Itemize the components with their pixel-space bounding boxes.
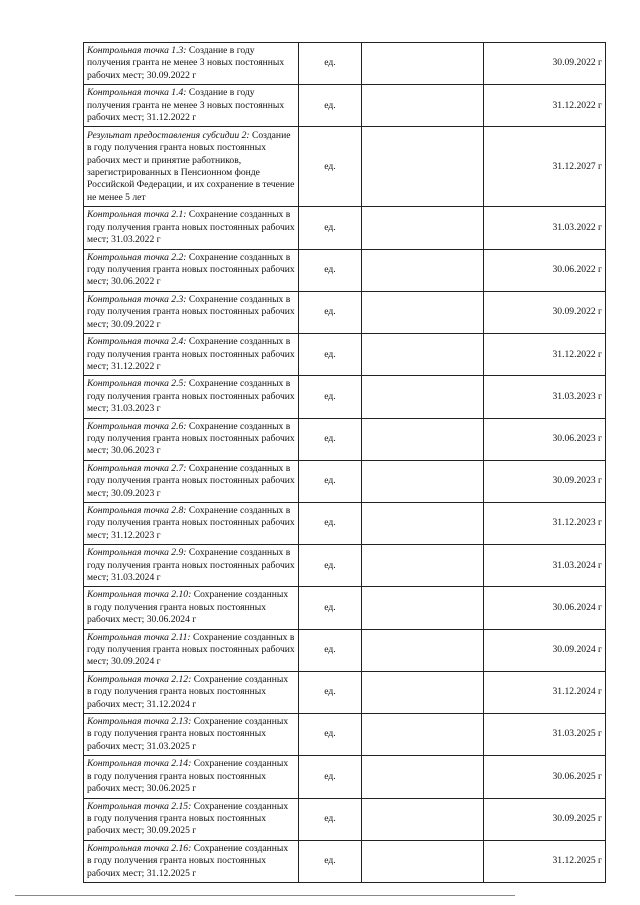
table-row	[84, 127, 606, 207]
row-label: Результат предоставления субсидии 2:	[87, 129, 250, 141]
row-text: Сохранение созданных в году получения гранта новых постоянных рабочих мест; 31.03.2022 г	[87, 209, 295, 246]
row-date-cell: 30.09.2024 г	[484, 629, 606, 671]
row-label: Контрольная точка 2.4:	[87, 336, 187, 348]
table-row	[84, 85, 606, 127]
results-table	[83, 42, 606, 883]
row-label: Контрольная точка 2.1:	[87, 209, 187, 221]
table-row	[84, 629, 606, 671]
row-text: Сохранение созданных в году получения гранта новых постоянных рабочих мест; 31.12.2022 г	[87, 336, 295, 372]
row-label: Контрольная точка 2.12:	[87, 673, 192, 685]
row-text: Сохранение созданных в году получения гранта новых постоянных рабочих мест; 31.03.2024 г	[87, 547, 295, 583]
row-description-cell	[84, 840, 299, 882]
row-unit-cell: ед.	[299, 671, 362, 713]
row-unit-cell: ед.	[299, 85, 362, 127]
row-empty-cell	[362, 249, 484, 291]
row-unit-cell: ед.	[299, 840, 362, 882]
row-label: Контрольная точка 2.15:	[87, 800, 192, 812]
row-text: Сохранение созданных в году получения гранта новых постоянных рабочих мест; 30.06.2025 г	[87, 758, 289, 795]
table-row	[84, 798, 606, 840]
row-text: Сохранение созданных в году получения гранта новых постоянных рабочих мест; 31.03.2025 г	[87, 716, 289, 752]
row-description-cell	[84, 671, 299, 713]
row-date-cell: 31.12.2022 г	[484, 85, 606, 127]
table-row	[84, 249, 606, 291]
row-description-cell	[84, 85, 299, 127]
table-row	[84, 43, 606, 85]
row-unit-cell: ед.	[299, 249, 362, 291]
row-text: Сохранение созданных в году получения гранта новых постоянных рабочих мест; 30.09.2024 г	[87, 631, 295, 668]
row-label: Контрольная точка 2.16:	[87, 842, 192, 854]
results-table-body	[84, 43, 606, 883]
row-label: Контрольная точка 2.14:	[87, 758, 192, 770]
table-row	[84, 460, 606, 502]
row-label: Контрольная точка 2.5:	[87, 378, 187, 390]
row-label: Контрольная точка 2.10:	[87, 589, 192, 601]
page-bottom-rule	[15, 895, 515, 896]
row-description-cell	[84, 376, 299, 418]
row-description-cell	[84, 629, 299, 671]
row-description-cell	[84, 127, 299, 207]
row-empty-cell	[362, 545, 484, 587]
row-label: Контрольная точка 2.3:	[87, 293, 187, 305]
row-description-cell	[84, 756, 299, 798]
row-description-cell	[84, 502, 299, 544]
row-description-cell	[84, 418, 299, 460]
row-date-cell: 30.06.2022 г	[484, 249, 606, 291]
row-date-cell: 31.03.2023 г	[484, 376, 606, 418]
row-empty-cell	[362, 376, 484, 418]
row-unit-cell: ед.	[299, 207, 362, 249]
table-row	[84, 376, 606, 418]
row-text: Сохранение созданных в году получения гранта новых постоянных рабочих мест; 30.09.2023 г	[87, 462, 295, 499]
row-unit-cell: ед.	[299, 629, 362, 671]
row-date-cell: 30.09.2022 г	[484, 43, 606, 85]
row-date-cell: 30.06.2023 г	[484, 418, 606, 460]
table-row	[84, 545, 606, 587]
table-row	[84, 587, 606, 629]
row-date-cell: 30.09.2023 г	[484, 460, 606, 502]
row-text: Сохранение созданных в году получения гранта новых постоянных рабочих мест; 30.06.2024 г	[87, 589, 289, 626]
row-empty-cell	[362, 502, 484, 544]
table-row	[84, 671, 606, 713]
row-description-cell	[84, 291, 299, 333]
row-text: Создание в году получения гранта новых постоянных рабочих мест и принятие работников, зарегистрированных в Пенсионном фонде Российской Федерации, и их сохранение в течение не менее 5 лет	[87, 129, 295, 203]
table-row	[84, 756, 606, 798]
row-empty-cell	[362, 460, 484, 502]
row-label: Контрольная точка 2.11:	[87, 631, 191, 643]
row-unit-cell: ед.	[299, 376, 362, 418]
row-label: Контрольная точка 1.3:	[87, 45, 187, 56]
row-date-cell: 31.12.2023 г	[484, 502, 606, 544]
row-text: Сохранение созданных в году получения гранта новых постоянных рабочих мест; 30.09.2022 г	[87, 293, 295, 330]
row-text: Сохранение созданных в году получения гранта новых постоянных рабочих мест; 30.06.2022 г	[87, 251, 295, 288]
row-unit-cell: ед.	[299, 587, 362, 629]
row-text: Создание в году получения гранта не менее 3 новых постоянных рабочих мест; 31.12.2022 г	[87, 87, 285, 124]
row-description-cell	[84, 249, 299, 291]
row-unit-cell: ед.	[299, 798, 362, 840]
row-date-cell: 30.06.2025 г	[484, 756, 606, 798]
table-row	[84, 502, 606, 544]
row-text: Сохранение созданных в году получения гранта новых постоянных рабочих мест; 31.12.2023 г	[87, 504, 295, 541]
row-description-cell	[84, 587, 299, 629]
row-empty-cell	[362, 127, 484, 207]
row-description-cell	[84, 798, 299, 840]
row-label: Контрольная точка 2.9:	[87, 547, 187, 559]
row-text: Сохранение созданных в году получения гранта новых постоянных рабочих мест; 31.12.2024 г	[87, 673, 289, 710]
table-row	[84, 418, 606, 460]
row-date-cell: 30.06.2024 г	[484, 587, 606, 629]
row-text: Сохранение созданных в году получения гранта новых постоянных рабочих мест; 31.03.2023 г	[87, 378, 295, 415]
row-empty-cell	[362, 291, 484, 333]
row-date-cell: 31.03.2024 г	[484, 545, 606, 587]
row-date-cell: 31.03.2022 г	[484, 207, 606, 249]
row-label: Контрольная точка 2.8:	[87, 504, 187, 516]
row-label: Контрольная точка 2.13:	[87, 716, 192, 728]
row-date-cell: 30.09.2022 г	[484, 291, 606, 333]
row-date-cell: 31.12.2027 г	[484, 127, 606, 207]
table-row	[84, 207, 606, 249]
row-empty-cell	[362, 840, 484, 882]
row-empty-cell	[362, 714, 484, 756]
row-empty-cell	[362, 334, 484, 376]
row-label: Контрольная точка 2.7:	[87, 462, 187, 474]
row-text: Сохранение созданных в году получения гранта новых постоянных рабочих мест; 30.06.2023 г	[87, 420, 295, 457]
table-row	[84, 714, 606, 756]
row-empty-cell	[362, 671, 484, 713]
row-description-cell	[84, 714, 299, 756]
row-description-cell	[84, 207, 299, 249]
row-label: Контрольная точка 2.6:	[87, 420, 187, 432]
row-empty-cell	[362, 43, 484, 85]
row-date-cell: 31.12.2024 г	[484, 671, 606, 713]
row-empty-cell	[362, 587, 484, 629]
row-unit-cell: ед.	[299, 545, 362, 587]
row-description-cell	[84, 545, 299, 587]
row-date-cell: 31.03.2025 г	[484, 714, 606, 756]
row-unit-cell: ед.	[299, 756, 362, 798]
row-empty-cell	[362, 207, 484, 249]
row-empty-cell	[362, 756, 484, 798]
row-text: Сохранение созданных в году получения гранта новых постоянных рабочих мест; 31.12.2025 г	[87, 842, 289, 879]
row-unit-cell: ед.	[299, 502, 362, 544]
row-text: Создание в году получения гранта не менее 3 новых постоянных рабочих мест; 30.09.2022 г	[87, 45, 285, 81]
row-description-cell	[84, 43, 299, 85]
row-unit-cell: ед.	[299, 460, 362, 502]
row-label: Контрольная точка 2.2:	[87, 251, 187, 263]
row-unit-cell: ед.	[299, 291, 362, 333]
row-description-cell	[84, 334, 299, 376]
row-empty-cell	[362, 798, 484, 840]
row-label: Контрольная точка 1.4:	[87, 87, 187, 99]
row-unit-cell: ед.	[299, 418, 362, 460]
row-unit-cell: ед.	[299, 127, 362, 207]
row-unit-cell: ед.	[299, 43, 362, 85]
row-empty-cell	[362, 85, 484, 127]
table-row	[84, 334, 606, 376]
row-date-cell: 31.12.2025 г	[484, 840, 606, 882]
row-date-cell: 31.12.2022 г	[484, 334, 606, 376]
row-date-cell: 30.09.2025 г	[484, 798, 606, 840]
row-description-cell	[84, 460, 299, 502]
table-row	[84, 291, 606, 333]
row-unit-cell: ед.	[299, 334, 362, 376]
table-row	[84, 840, 606, 882]
row-empty-cell	[362, 629, 484, 671]
row-unit-cell: ед.	[299, 714, 362, 756]
row-empty-cell	[362, 418, 484, 460]
row-text: Сохранение созданных в году получения гранта новых постоянных рабочих мест; 30.09.2025 г	[87, 800, 289, 837]
